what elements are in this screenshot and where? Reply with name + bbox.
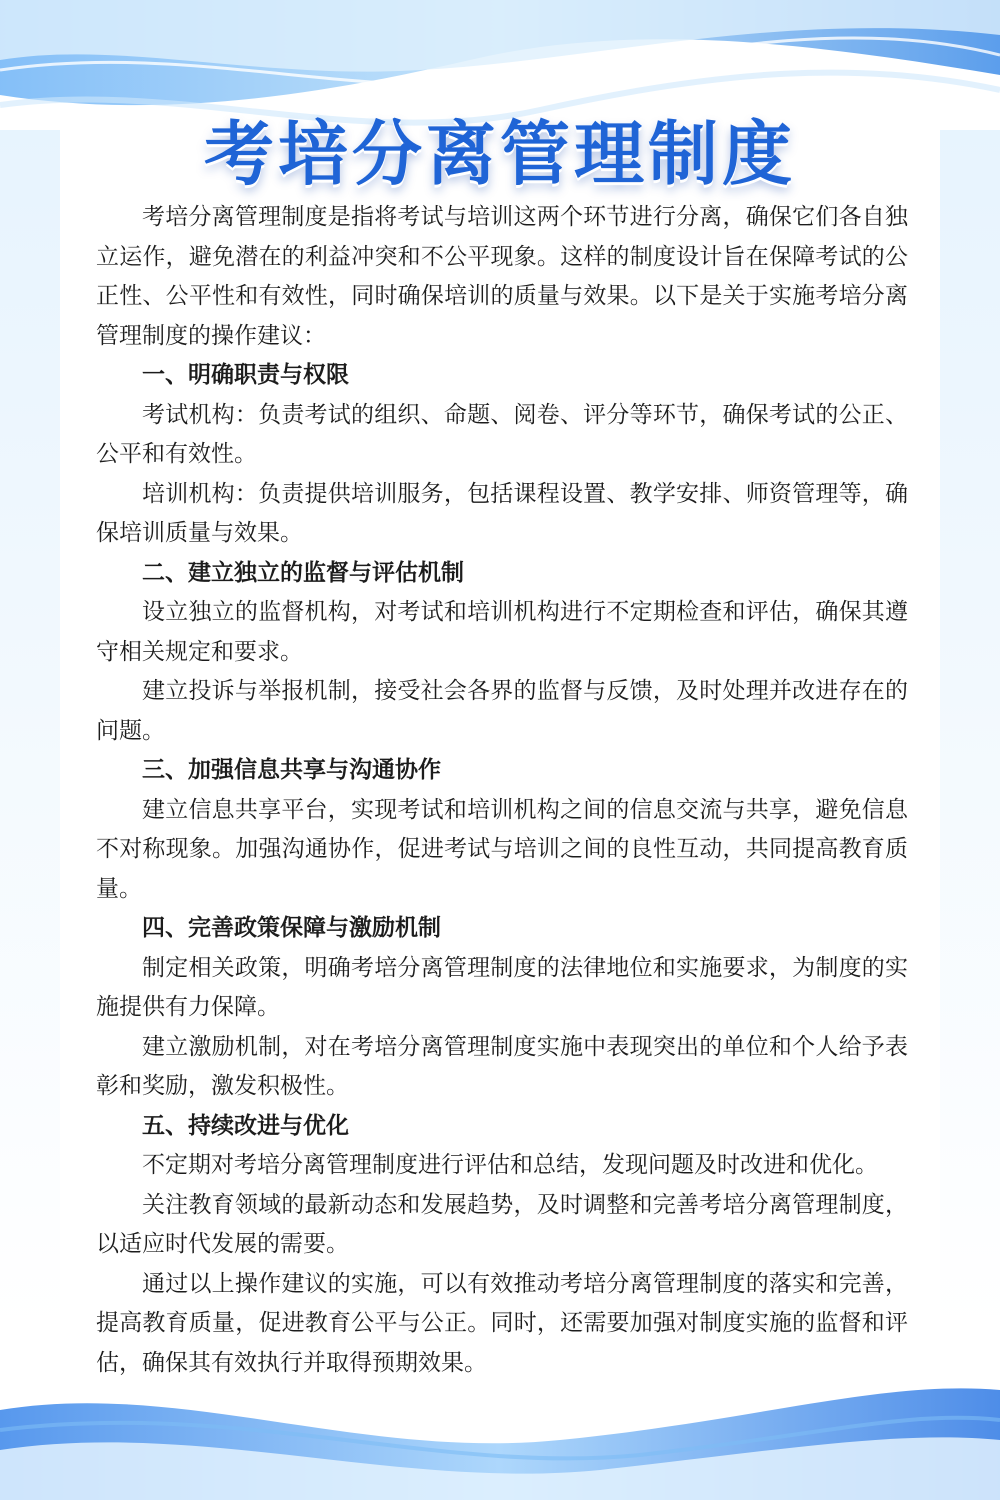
section-paragraph: 设立独立的监督机构，对考试和培训机构进行不定期检查和评估，确保其遵守相关规定和要求。 xyxy=(96,599,908,665)
page-title: 考培分离管理制度 xyxy=(204,113,796,195)
section-paragraph: 建立信息共享平台，实现考试和培训机构之间的信息交流与共享，避免信息不对称现象。加强沟通协作，促进考试与培训之间的良性互动，共同提高教育质量。 xyxy=(96,796,908,902)
section-paragraph: 建立激励机制，对在考培分离管理制度实施中表现突出的单位和个人给予表彰和奖励，激发积极性。 xyxy=(96,1033,908,1099)
section-paragraph: 培训机构：负责提供培训服务，包括课程设置、教学安排、师资管理等，确保培训质量与效果。 xyxy=(96,480,908,546)
document-body xyxy=(96,198,908,1383)
conclusion-paragraph: 通过以上操作建议的实施，可以有效推动考培分离管理制度的落实和完善，提高教育质量，促进教育公平与公正。同时，还需要加强对制度实施的监督和评估，确保其有效执行并取得预期效果。 xyxy=(96,1270,908,1376)
section-heading: 三、加强信息共享与沟通协作 xyxy=(142,757,441,783)
section-heading: 五、持续改进与优化 xyxy=(142,1112,349,1139)
section-heading: 一、明确职责与权限 xyxy=(142,362,349,388)
section-paragraph: 关注教育领域的最新动态和发展趋势，及时调整和完善考培分离管理制度，以适应时代发展的需要。 xyxy=(96,1191,908,1257)
section-heading: 四、完善政策保障与激励机制 xyxy=(142,915,441,941)
section-paragraph: 不定期对考培分离管理制度进行评估和总结，发现问题及时改进和优化。 xyxy=(142,1152,878,1178)
section-paragraph: 制定相关政策，明确考培分离管理制度的法律地位和实施要求，为制度的实施提供有力保障。 xyxy=(96,954,908,1020)
section-paragraph: 建立投诉与举报机制，接受社会各界的监督与反馈，及时处理并改进存在的问题。 xyxy=(96,678,908,744)
section-heading: 二、建立独立的监督与评估机制 xyxy=(142,559,464,586)
section-paragraph: 考试机构：负责考试的组织、命题、阅卷、评分等环节，确保考试的公正、公平和有效性。 xyxy=(96,401,908,467)
intro-paragraph: 考培分离管理制度是指将考试与培训这两个环节进行分离，确保它们各自独立运作，避免潜在的利益冲突和不公平现象。这样的制度设计旨在保障考试的公正性、公平性和有效性，同时确保培训的质量与效果。以下是关于实施考培分离管理制度的操作建议： xyxy=(96,204,908,349)
